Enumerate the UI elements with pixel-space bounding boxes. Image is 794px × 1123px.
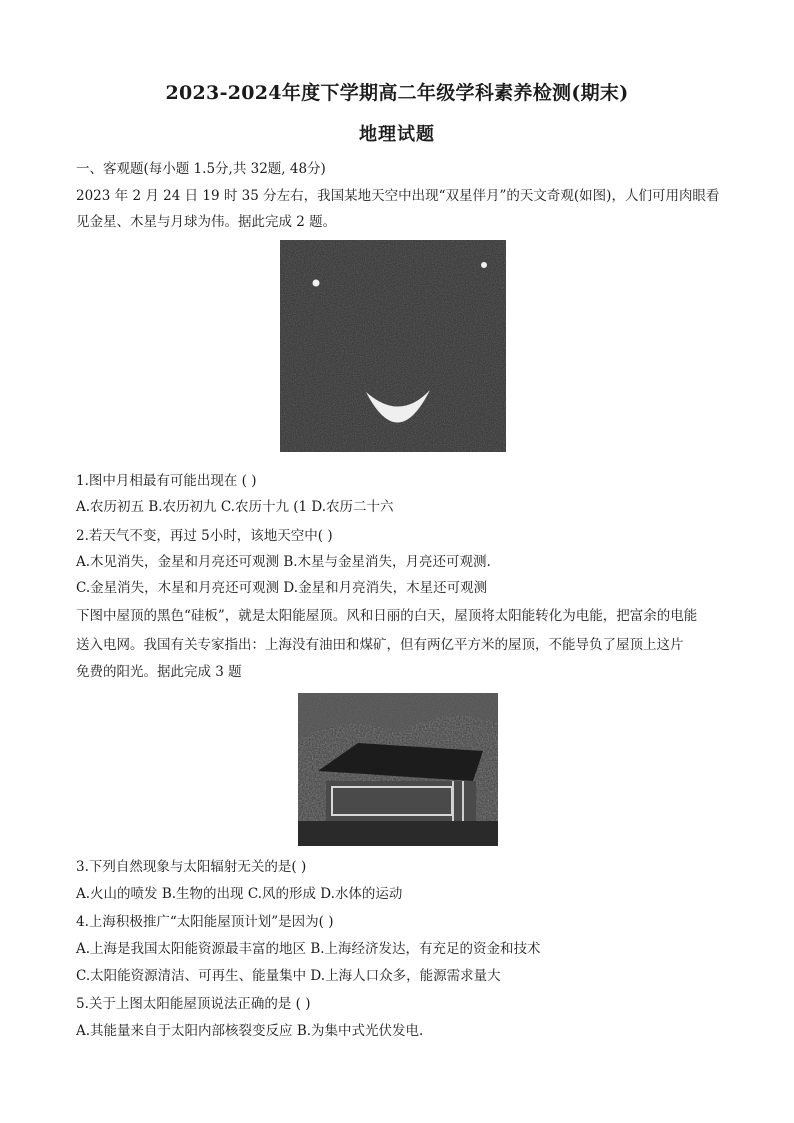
exam-subtitle: 地理试题 — [359, 124, 435, 145]
q1-stem: 1.图中月相最有可能出现在 ( ) — [76, 473, 257, 489]
q3-stem: 3.下列自然现象与太阳辐射无关的是( ) — [76, 859, 307, 875]
q5-options-row1: A.其能量来自于太阳内部核裂变反应 B.为集中式光伏发电. — [76, 1023, 424, 1039]
q3-options: A.火山的喷发 B.生物的出现 C.风的形成 D.水体的运动 — [76, 886, 403, 902]
q2-options-row2: C.金星消失，木星和月亮还可观测 D.金星和月亮消失，木星还可观测 — [76, 580, 488, 596]
section-heading: 一、客观题(每小题 1.5分,共 32题, 48分) — [76, 161, 326, 177]
moon-photo-graphic — [280, 240, 506, 452]
passage2-line2: 送入电网。我国有关专家指出：上海没有油田和煤矿，但有两亿平方米的屋顶，不能导负了屋顶上这片 — [76, 637, 684, 653]
q4-stem: 4.上海积极推广“太阳能屋顶计划”是因为( ) — [76, 914, 334, 930]
passage1-line1: 2023 年 2 月 24 日 19 时 35 分左右，我国某地天空中出现“双星伴月”的天文奇观(如图)，人们可用肉眼看 — [76, 188, 720, 204]
moon-photo — [280, 240, 506, 452]
passage2-line1: 下图中屋顶的黑色“硅板”，就是太阳能屋顶。风和日丽的白天，屋顶将太阳能转化为电能，把富余的电能 — [76, 608, 698, 624]
solar-roof-graphic — [298, 693, 498, 846]
q2-stem: 2.若天气不变，再过 5小时，该地天空中( ) — [76, 528, 333, 544]
q5-stem: 5.关于上图太阳能屋顶说法正确的是 ( ) — [76, 996, 311, 1012]
solar-roof-photo — [298, 693, 498, 846]
passage2-line3: 免费的阳光。据此完成 3 题 — [76, 664, 242, 680]
q2-options-row1: A.木见消失，金星和月亮还可观测 B.木星与金星消失，月亮还可观测. — [76, 554, 491, 570]
q4-options-row2: C.太阳能资源清洁、可再生、能量集中 D.上海人口众多，能源需求量大 — [76, 968, 501, 984]
passage1-line2: 见金星、木星与月球为伟。据此完成 2 题。 — [76, 214, 337, 230]
q4-options-row1: A.上海是我国太阳能资源最丰富的地区 B.上海经济发达，有充足的资金和技术 — [76, 941, 541, 957]
jupiter-dot — [481, 262, 487, 268]
exam-title: 2023-2024年度下学期高二年级学科素养检测(期末) — [165, 82, 629, 104]
venus-dot — [313, 280, 320, 287]
q1-options: A.农历初五 B.农历初九 C.农历十九 (1 D.农历二十六 — [76, 499, 394, 515]
